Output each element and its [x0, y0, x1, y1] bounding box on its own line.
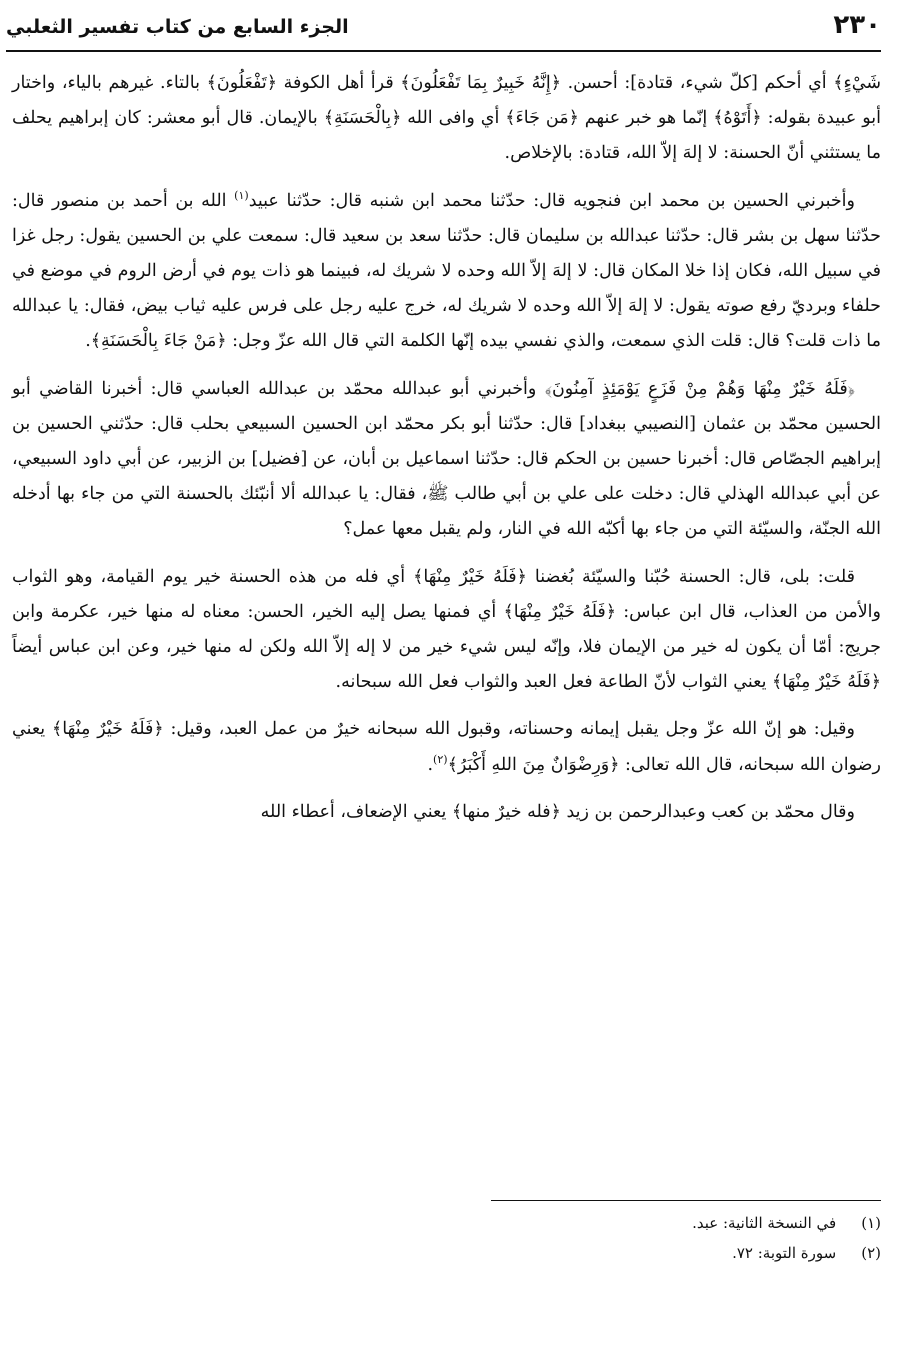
- footnote-ref-1: (١): [234, 188, 249, 202]
- footnote-number: (١): [861, 1214, 881, 1232]
- footnote-number: (٢): [861, 1244, 881, 1262]
- page-header: [6, 10, 881, 52]
- footnote-1: [200, 1208, 881, 1238]
- footnote-ref-2: (٢): [433, 752, 448, 766]
- main-text: [12, 66, 881, 842]
- footnote-text: سورة التوبة: ٧٢.: [732, 1244, 837, 1262]
- paragraph-text: وأخبرني الحسين بن محمد ابن فنجويه قال: حدّثنا محمد ابن شنبه قال: حدّثنا عبيد: [248, 190, 855, 211]
- paragraph-6: [12, 795, 881, 830]
- footnotes: [200, 1208, 881, 1268]
- footnote-2: [200, 1238, 881, 1268]
- paragraph-text-cont: الله بن أحمد بن منصور قال: حدّثنا سهل بن بشر قال: حدّثنا عبدالله بن سليمان قال: حدّثنا سعد بن سعيد قال: سمعت علي بن الحسين يقول: رجل غزا في سبيل الله، فكان إذا خلا المكان قال: لا إلهَ إلاّ الله وحده لا شريك له، فبينما هو ذات يوم في أرض الروم في موضع في حلفاء وبرديّ رفع صوته يقول: لا إلهَ إلاّ الله وحده لا شريك له، خرج عليه رجل على فرس عليه ثياب بيض، فقال: يا عبدالله ما ذات قلت؟ قال: قلت الذي سمعت، والذي نفسي بيده إنّها الكلمة التي قال الله عزّ وجل: ﴿مَنْ جَاءَ بِالْحَسَنَةِ﴾.: [12, 190, 881, 352]
- paragraph-2: [12, 184, 881, 360]
- footnote-text: في النسخة الثانية: عبد.: [692, 1214, 837, 1232]
- paragraph-5: [12, 712, 881, 782]
- paragraph-text: وقال محمّد بن كعب وعبدالرحمن بن زيد ﴿فله خيرٌ منها﴾ يعني الإضعاف، أعطاء الله: [260, 801, 855, 822]
- paragraph-text: وقيل: هو إنّ الله عزّ وجل يقبل إيمانه وحسناته، وقبول الله سبحانه خيرٌ من عمل العبد، وقيل: ﴿فَلَهُ خَيْرٌ مِنْهَا﴾ يعني رضوان الله سبحانه، قال الله تعالى: ﴿وَرِضْوَانٌ مِنَ اللهِ أَكْبَرُ﴾: [12, 719, 881, 775]
- page-number: ٢٣٠: [833, 10, 881, 40]
- paragraph-text: شَيْءٍ﴾ أي أحكم [كلّ شيء، قتادة]: أحسن. ﴿إِنَّهُ خَبِيرٌ بِمَا تَفْعَلُونَ﴾ قرأ أهل الكوفة ﴿تَفْعَلُونَ﴾ بالتاء. غيرهم بالياء، واختار أبو عبيدة بقوله: ﴿أَتَوْهُ﴾ إنّما هو خبر عنهم ﴿مَن جَاءَ﴾ أي وافى الله ﴿بِالْحَسَنَةِ﴾ بالإيمان. قال أبو معشر: كان إبراهيم يحلف ما يستثني أنّ الحسنة: لا إلهَ إلاّ الله، قتادة: بالإخلاص.: [12, 73, 881, 164]
- footnote-divider: [491, 1200, 881, 1201]
- paragraph-text: قلت: بلى، قال: الحسنة حُبّنا والسيّئة بُغضنا ﴿فَلَهُ خَيْرٌ مِنْهَا﴾ أي فله من هذه الحسنة خير يوم القيامة، وهو الثواب والأمن من العذاب، قال ابن عباس: ﴿فَلَهُ خَيْرٌ مِنْهَا﴾ أي فمنها يصل إليه الخير، الحسن: معناه له منها خير، عكرمة وابن جريج: أمّا أن يكون له خير من الإيمان فلا، وإنّه ليس شيء خير من لا إله إلاّ الله ولكن له منها خير، وعن ابن عباس أيضاً ﴿فَلَهُ خَيْرٌ مِنْهَا﴾ يعني الثواب لأنّ الطاعة فعل العبد والثواب فعل الله سبحانه.: [12, 566, 881, 693]
- paragraph-text: ﴿فَلَهُ خَيْرٌ مِنْهَا وَهُمْ مِنْ فَزَعٍ يَوْمَئِذٍ آمِنُونَ﴾ وأخبرني أبو عبدالله محمّد بن عبدالله العباسي قال: أخبرنا القاضي أبو الحسين محمّد بن عثمان [النصيبي ببغداد] قال: حدّثنا أبو بكر محمّد ابن الحسين السبيعي بحلب قال: حدّثني الحسين بن إبراهيم الجصّاص قال: أخبرنا حسين بن الحكم قال: حدّثنا اسماعيل بن أبان، عن [فضيل] بن الزبير، عن أبي داود السبيعي، عن أبي عبدالله الهذلي قال: دخلت على علي بن أبي طالب ﷺ، فقال: يا عبدالله ألا أنبّئك بالحسنة التي من جاء بها أدخله الله الجنّة، والسيّئة التي من جاء بها أكبّه الله في النار، ولم يقبل معها عمل؟: [12, 378, 881, 540]
- paragraph-text-cont: .: [427, 754, 434, 775]
- paragraph-1: [12, 66, 881, 172]
- running-title: الجزء السابع من كتاب تفسير الثعلبي: [6, 16, 349, 38]
- paragraph-4: [12, 560, 881, 701]
- paragraph-3: [12, 372, 881, 548]
